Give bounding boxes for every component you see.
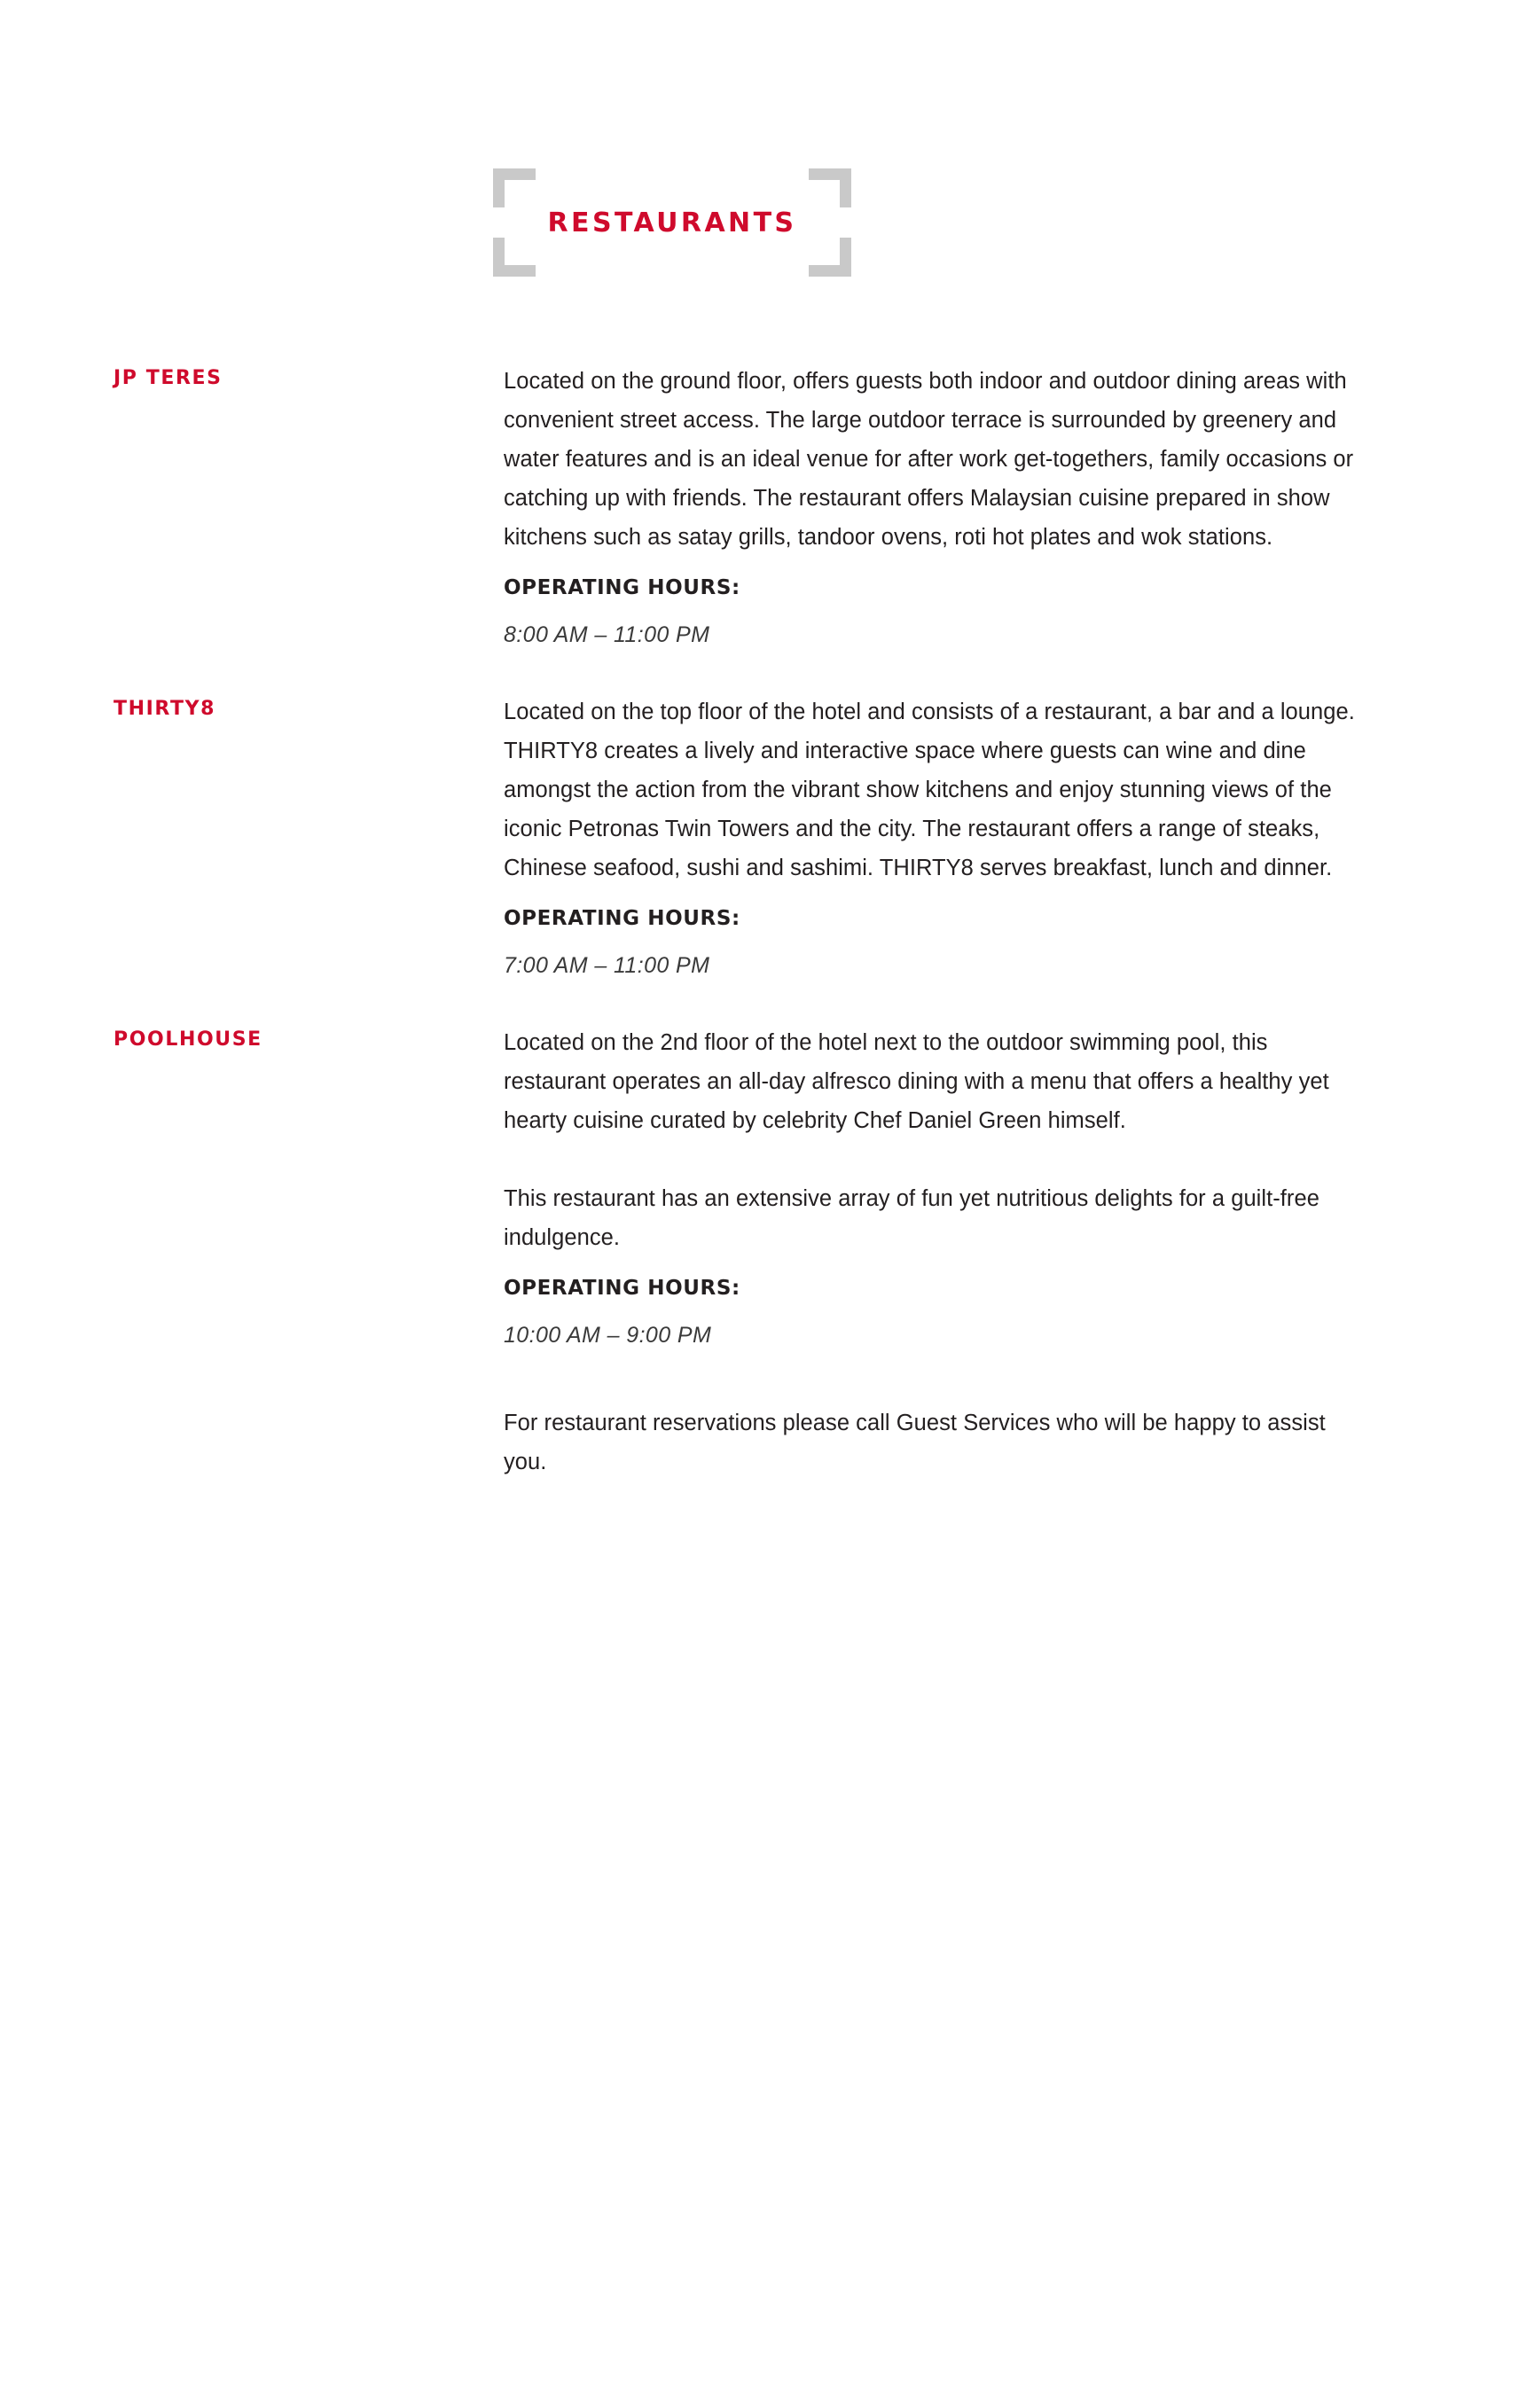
restaurant-body-jp-teres bbox=[504, 362, 1355, 650]
section-spacer bbox=[0, 650, 1519, 692]
restaurant-description-secondary: This restaurant has an extensive array of fun yet nutritious delights for a guilt-free indulgence. bbox=[504, 1186, 1319, 1250]
restaurant-sections bbox=[0, 362, 1519, 1482]
restaurant-name-thirty8: THIRTY8 bbox=[114, 698, 216, 720]
restaurant-section-jp-teres bbox=[0, 362, 1519, 650]
operating-hours-value: 7:00 AM – 11:00 PM bbox=[504, 953, 710, 978]
restaurant-name-poolhouse: POOLHOUSE bbox=[114, 1028, 262, 1051]
footnote-spacer bbox=[0, 1350, 1519, 1403]
restaurant-description: Located on the 2nd floor of the hotel next to the outdoor swimming pool, this restaurant operates an all-day alfresco dining with a menu that offers a healthy yet hearty cuisine curated by celebrity Chef Daniel Green himself. bbox=[504, 1030, 1329, 1133]
restaurant-description: Located on the ground floor, offers guests both indoor and outdoor dining areas with convenient street access. The large outdoor terrace is surrounded by greenery and water features and is an ideal venue for after work get-togethers, family occasions or catching up with friends. The restaurant offers Malaysian cuisine prepared in show kitchens such as satay grills, tandoor ovens, roti hot plates and wok stations. bbox=[504, 369, 1354, 550]
bracket-right-decoration bbox=[809, 168, 851, 277]
operating-hours-label: OPERATING HOURS: bbox=[504, 1277, 740, 1300]
bracket-right-upper-stem bbox=[840, 168, 851, 207]
operating-hours-value: 10:00 AM – 9:00 PM bbox=[504, 1323, 712, 1348]
operating-hours-label: OPERATING HOURS: bbox=[504, 576, 740, 599]
reservations-note-wrapper bbox=[504, 1403, 1355, 1482]
page-title: RESTAURANTS bbox=[547, 207, 797, 238]
restaurant-body-poolhouse bbox=[504, 1023, 1355, 1350]
restaurant-description: Located on the top floor of the hotel and consists of a restaurant, a bar and a lounge. THIRTY8 creates a lively and interactive space where guests can wine and dine amongst the action from the vibrant show kitchens and enjoy stunning views of the iconic Petronas Twin Towers and the city. The restaurant offers a range of steaks, Chinese seafood, sushi and sashimi. THIRTY8 serves breakfast, lunch and dinner. bbox=[504, 700, 1355, 880]
page-title-block bbox=[493, 168, 851, 277]
restaurant-name-jp-teres: JP TERES bbox=[114, 367, 223, 389]
restaurant-section-thirty8 bbox=[0, 692, 1519, 981]
operating-hours-value: 8:00 AM – 11:00 PM bbox=[504, 622, 710, 647]
section-spacer bbox=[0, 981, 1519, 1023]
restaurant-body-thirty8 bbox=[504, 692, 1355, 981]
reservations-note: For restaurant reservations please call Guest Services who will be happy to assist you. bbox=[504, 1411, 1326, 1474]
restaurant-section-poolhouse bbox=[0, 1023, 1519, 1350]
operating-hours-label: OPERATING HOURS: bbox=[504, 907, 740, 930]
bracket-right-bottom-arm bbox=[809, 265, 851, 277]
